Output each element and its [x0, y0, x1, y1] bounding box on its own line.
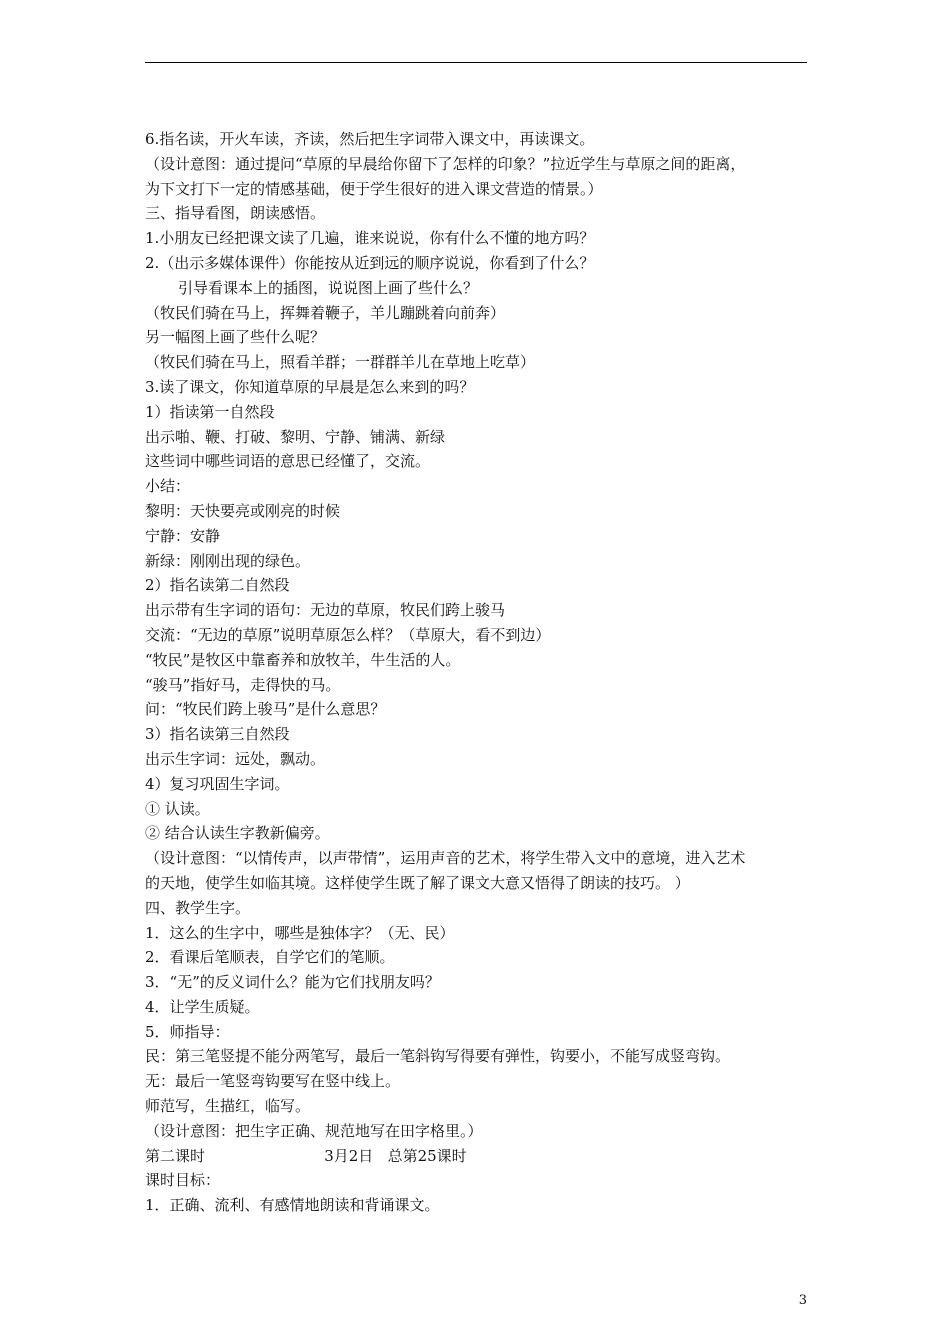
- text-line: 另一幅图上画了些什么呢？: [145, 328, 326, 347]
- text-line: （牧民们骑在马上，照看羊群；一群群羊儿在草地上吃草）: [145, 353, 536, 372]
- text-line: 黎明：天快要亮或刚亮的时候: [145, 501, 341, 520]
- header-rule: [145, 62, 807, 63]
- text-line: 出示啪、鞭、打破、黎明、宁静、铺满、新绿: [145, 427, 446, 446]
- text-line: 1.小朋友已经把课文读了几遍，谁来说说，你有什么不懂的地方吗？: [145, 229, 595, 248]
- design-note: （设计意图：通过提问“草原的早晨给你留下了怎样的印象？”拉近学生与草原之间的距离，: [145, 154, 746, 173]
- design-note: （设计意图：把生字正确、规范地写在田字格里。）: [145, 1121, 483, 1140]
- text-line: 新绿：刚刚出现的绿色。: [145, 551, 311, 570]
- text-line: 交流：“无边的草原”说明草原怎么样？（草原大，看不到边）: [145, 625, 551, 644]
- text-line: ① 认读。: [145, 799, 210, 818]
- text-line: 出示带有生字词的语句：无边的草原，牧民们跨上骏马: [145, 601, 506, 620]
- text-line: 民：第三笔竖提不能分两笔写，最后一笔斜钩写得要有弹性，钩要小，不能写成竖弯钩。: [145, 1047, 731, 1066]
- document-body: [145, 127, 825, 1218]
- text-line: 问：“牧民们跨上骏马”是什么意思？: [145, 700, 386, 719]
- text-line: 6.指名读，开火车读，齐读，然后把生字词带入课文中，再读课文。: [145, 130, 595, 148]
- text-line: 2）指名读第二自然段: [145, 576, 290, 595]
- text-line: 1．正确、流利、有感情地朗读和背诵课文。: [145, 1196, 440, 1215]
- text-line: 无：最后一笔竖弯钩要写在竖中线上。: [145, 1072, 401, 1091]
- text-line: （牧民们骑在马上，挥舞着鞭子，羊儿蹦跳着向前奔）: [145, 303, 506, 322]
- design-note: 的天地，使学生如临其境。这样使学生既了解了课文大意又悟得了朗读的技巧。 ）: [145, 873, 690, 892]
- section-heading: 四、教学生字。: [145, 898, 251, 917]
- text-line: ② 结合认读生字教新偏旁。: [145, 824, 330, 843]
- text-line: 3）指名读第三自然段: [145, 725, 290, 744]
- text-line: 2.（出示多媒体课件）你能按从近到远的顺序说说，你看到了什么？: [145, 253, 595, 272]
- design-note: （设计意图：“以情传声，以声带情”，运用声音的艺术，将学生带入文中的意境，进入艺术: [145, 849, 746, 868]
- text-line: “骏马”指好马，走得快的马。: [145, 675, 341, 694]
- text-line: “牧民”是牧区中靠畜养和放牧羊，牛生活的人。: [145, 650, 461, 669]
- text-line: 1）指读第一自然段: [145, 402, 275, 421]
- text-line: 课时目标：: [145, 1171, 221, 1190]
- text-line: 5．师指导：: [145, 1022, 230, 1041]
- text-line: 3.读了课文，你知道草原的早晨是怎么来到的吗？: [145, 377, 475, 396]
- lesson-schedule: 第二课时 3月2日 总第25课时: [145, 1146, 467, 1165]
- text-line: 出示生字词：远处，飘动。: [145, 749, 326, 768]
- text-line: 3．“无”的反义词什么？能为它们找朋友吗？: [145, 973, 440, 992]
- text-line: 1．这么的生字中，哪些是独体字？（无、民）: [145, 923, 455, 942]
- section-heading: 三、指导看图，朗读感悟。: [145, 204, 326, 223]
- text-line: 师范写，生描红，临写。: [145, 1097, 311, 1116]
- text-line: 引导看课本上的插图，说说图上画了些什么？: [178, 278, 479, 297]
- design-note: 为下文打下一定的情感基础，便于学生很好的进入课文营造的情景。）: [145, 179, 603, 198]
- page-number: 3: [798, 1293, 807, 1308]
- text-line: 2．看课后笔顺表，自学它们的笔顺。: [145, 948, 395, 967]
- text-line: 4．让学生质疑。: [145, 997, 260, 1016]
- text-line: 小结：: [145, 477, 191, 496]
- text-line: 宁静：安静: [145, 526, 221, 545]
- text-line: 这些词中哪些词语的意思已经懂了，交流。: [145, 452, 431, 471]
- text-line: 4）复习巩固生字词。: [145, 774, 290, 793]
